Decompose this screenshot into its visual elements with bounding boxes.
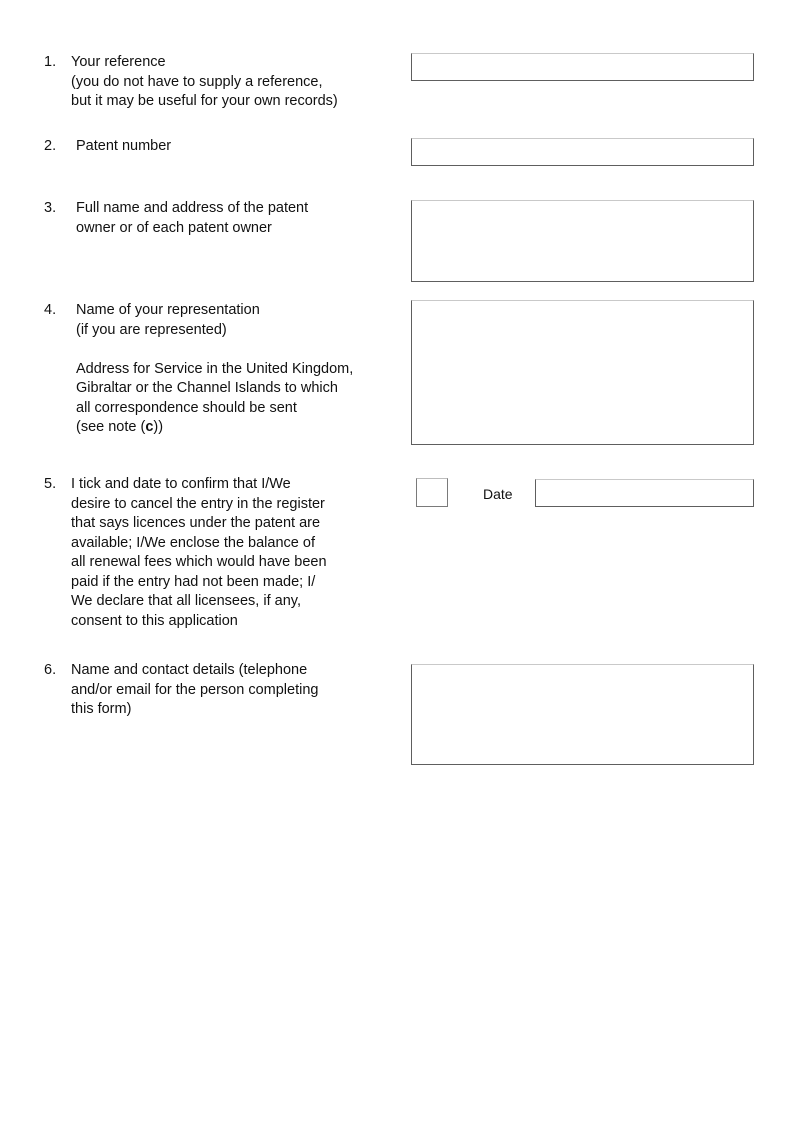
item-label-4-note-letter: c xyxy=(145,419,154,435)
representation-address-input[interactable] xyxy=(411,300,754,445)
confirm-checkbox[interactable] xyxy=(416,478,448,507)
item-label-5: I tick and date to confirm that I/We desire to cancel the entry in the register that says licences under the patent are available; I/We enclose the balance of all renewal fees which would have been paid if the entry had not been made; I/ We declare that all licensees, if any, consent to this application xyxy=(71,476,327,629)
item-label-1: Your reference (you do not have to supply a reference, but it may be useful for your own records) xyxy=(71,54,338,109)
item-number-3: 3. xyxy=(44,200,57,216)
patent-number-input[interactable] xyxy=(411,138,754,166)
item-number-2: 2. xyxy=(44,138,57,154)
item-label-4 xyxy=(76,301,353,438)
contact-details-input[interactable] xyxy=(411,664,754,765)
date-input[interactable] xyxy=(535,479,754,507)
item-label-6: Name and contact details (telephone and/or email for the person completing this form) xyxy=(71,662,319,717)
item-number-5: 5. xyxy=(44,476,57,492)
item-number-4: 4. xyxy=(44,302,57,318)
reference-input[interactable] xyxy=(411,53,754,81)
item-label-4-note-text: Address for Service in the United Kingdom, Gibraltar or the Channel Islands to which all correspondence should be sent (see note ( xyxy=(76,360,354,435)
item-number-1: 1. xyxy=(44,54,57,70)
patent-owner-address-input[interactable] xyxy=(411,200,754,282)
item-label-3: Full name and address of the patent owner or of each patent owner xyxy=(76,200,309,236)
item-label-4-part-2 xyxy=(76,360,353,438)
item-label-4-part-1: Name of your representation (if you are represented) xyxy=(76,302,260,338)
item-label-2: Patent number xyxy=(76,138,172,154)
item-number-6: 6. xyxy=(44,662,57,678)
date-label: Date xyxy=(483,486,513,502)
item-label-4-note-tail: )) xyxy=(153,419,164,435)
